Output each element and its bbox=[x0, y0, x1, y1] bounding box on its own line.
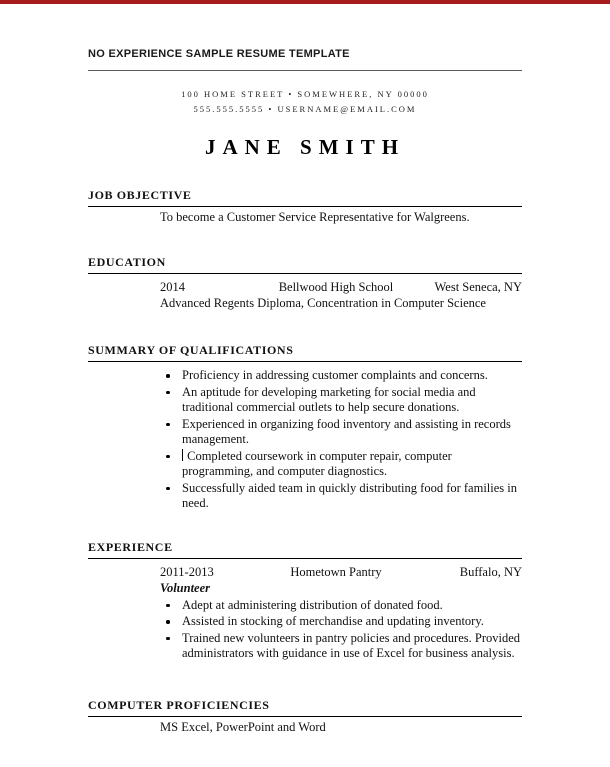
text-cursor bbox=[182, 449, 183, 461]
experience-location: Buffalo, NY bbox=[459, 564, 522, 579]
education-year: 2014 bbox=[160, 280, 185, 294]
section-heading-computer: COMPUTER PROFICIENCIES bbox=[88, 698, 522, 717]
bullet-icon bbox=[166, 423, 170, 427]
experience-organization: Hometown Pantry bbox=[290, 564, 382, 579]
qualification-text: Successfully aided team in quickly distributing food for families in need. bbox=[182, 480, 518, 510]
candidate-name: JANE SMITH bbox=[204, 135, 406, 159]
list-item bbox=[160, 385, 522, 416]
section-heading-qualifications: SUMMARY OF QUALIFICATIONS bbox=[88, 343, 522, 362]
experience-text: Adept at administering distribution of donated food. bbox=[182, 597, 443, 612]
computer-proficiencies-text: MS Excel, PowerPoint and Word bbox=[160, 719, 326, 734]
qualification-text: Proficiency in addressing customer complaints and concerns. bbox=[182, 368, 488, 382]
section-experience bbox=[88, 540, 522, 662]
education-row bbox=[160, 280, 522, 295]
bullet-icon bbox=[166, 637, 170, 641]
bullet-icon bbox=[166, 487, 170, 491]
qualification-text: An aptitude for developing marketing for social media and traditional commercial outlets to help secure donations. bbox=[182, 384, 476, 414]
qualification-text: Experienced in organizing food inventory and assisting in records management. bbox=[182, 416, 511, 446]
bullet-icon bbox=[166, 374, 170, 378]
contact-phone-email-line: 555.555.5555 • USERNAME@EMAIL.COM bbox=[193, 104, 417, 114]
list-item bbox=[160, 449, 522, 480]
qualification-text: Completed coursework in computer repair, computer programming, and computer diagnostics. bbox=[182, 448, 452, 478]
list-item bbox=[160, 614, 522, 630]
section-heading-job-objective: JOB OBJECTIVE bbox=[88, 188, 522, 207]
objective-text: To become a Customer Service Representative for Walgreens. bbox=[160, 210, 470, 224]
experience-text: Assisted in stocking of merchandise and updating inventory. bbox=[182, 614, 484, 628]
section-job-objective bbox=[88, 188, 522, 225]
bullet-icon bbox=[166, 455, 170, 459]
section-heading-education: EDUCATION bbox=[88, 255, 522, 274]
section-computer-proficiencies bbox=[88, 698, 522, 735]
bullet-icon bbox=[166, 620, 170, 624]
template-title: NO EXPERIENCE SAMPLE RESUME TEMPLATE bbox=[88, 48, 522, 71]
section-education bbox=[88, 255, 522, 311]
education-school: Bellwood High School bbox=[278, 280, 394, 294]
contact-address-line: 100 HOME STREET • SOMEWHERE, NY 00000 bbox=[181, 89, 429, 99]
education-detail: Advanced Regents Diploma, Concentration in Computer Science bbox=[160, 296, 486, 310]
list-item bbox=[160, 481, 522, 512]
resume-content bbox=[0, 4, 610, 735]
bullet-icon bbox=[166, 604, 170, 608]
bullet-icon bbox=[166, 391, 170, 395]
qualifications-list bbox=[160, 368, 522, 512]
education-location: West Seneca, NY bbox=[434, 280, 522, 294]
section-heading-experience: EXPERIENCE bbox=[88, 540, 522, 559]
list-item bbox=[160, 417, 522, 448]
list-item bbox=[160, 631, 522, 662]
list-item bbox=[160, 368, 522, 384]
list-item bbox=[160, 598, 522, 614]
experience-role: Volunteer bbox=[160, 580, 211, 595]
experience-list bbox=[160, 598, 522, 662]
experience-text: Trained new volunteers in pantry policies and procedures. Provided administrators with guidance in use of Excel for business analysis. bbox=[182, 630, 521, 660]
contact-block bbox=[88, 87, 522, 117]
section-qualifications bbox=[88, 343, 522, 512]
experience-row bbox=[160, 565, 522, 580]
experience-years: 2011-2013 bbox=[160, 564, 214, 579]
